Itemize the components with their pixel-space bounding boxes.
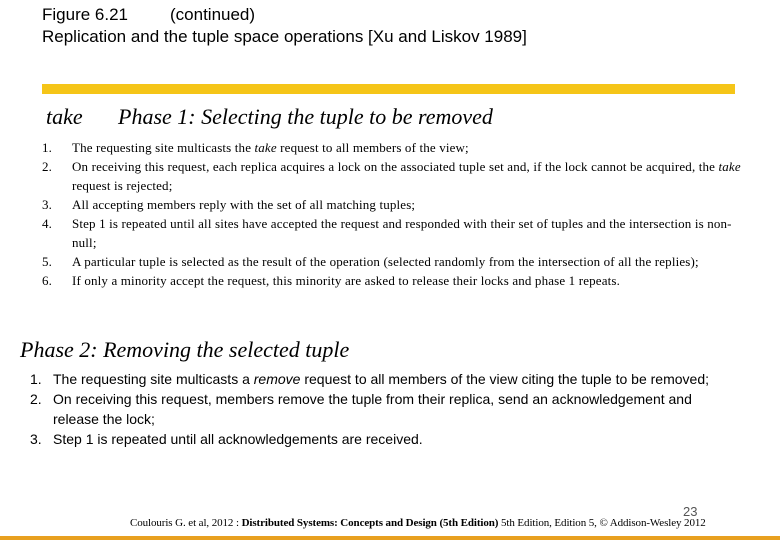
operation-name: take [46, 104, 83, 129]
phase2-steps [30, 369, 730, 449]
phase1-heading [46, 104, 493, 130]
phase1-title: Phase 1: Selecting the tuple to be removed [118, 104, 493, 129]
list-item: 1. The requesting site multicasts the take request to all members of the view; [42, 140, 469, 155]
figure-number: Figure 6.21 [42, 5, 128, 24]
list-item: 2. On receiving this request, members remove the tuple from their replica, send an acknowledgement and release the lock; [30, 391, 692, 427]
continued-label: (continued) [170, 5, 256, 24]
phase2-heading: Phase 2: Removing the selected tuple [20, 337, 350, 362]
title-line-2: Replication and the tuple space operations [Xu and Liskov 1989] [42, 27, 527, 46]
footer-citation: Coulouris G. et al, 2012 : Distributed Systems: Concepts and Design (5th Edition) 5th Edition, Edition 5, © Addison-Wesley 2012 [130, 517, 706, 529]
list-item: 6. If only a minority accept the request, this minority are asked to release their locks and phase 1 repeats. [42, 273, 620, 288]
list-item: 3. All accepting members reply with the set of all matching tuples; [42, 197, 416, 212]
bottom-divider [0, 536, 780, 540]
list-item: 5. A particular tuple is selected as the result of the operation (selected randomly from the intersection of all the replies); [42, 254, 699, 269]
list-item: 1. The requesting site multicasts a remove request to all members of the view citing the tuple to be removed; [30, 371, 709, 387]
phase1-steps [42, 138, 742, 290]
slide-title [42, 4, 527, 48]
accent-bar [42, 84, 735, 94]
title-line-1 [42, 4, 527, 26]
list-item: 3. Step 1 is repeated until all acknowledgements are received. [30, 431, 423, 447]
list-item: 4. Step 1 is repeated until all sites have accepted the request and responded with their set of tuples and the intersection is non-null; [42, 216, 732, 250]
page-number: 23 [683, 504, 698, 519]
list-item: 2. On receiving this request, each replica acquires a lock on the associated tuple set and, if the lock cannot be acquired, the take request is rejected; [42, 159, 741, 193]
